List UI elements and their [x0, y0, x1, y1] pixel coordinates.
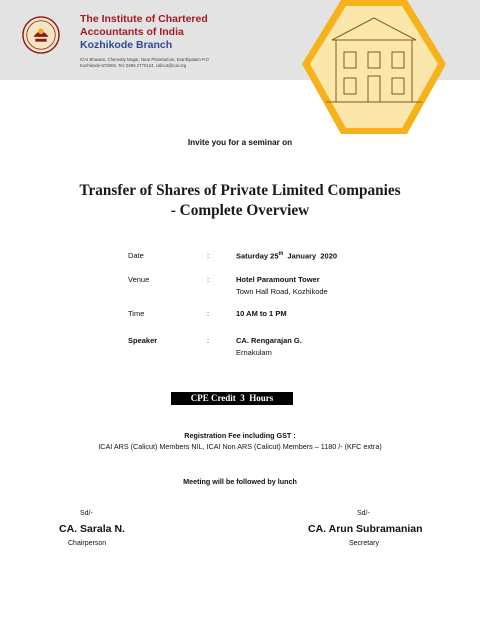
fee-heading: Registration Fee including GST :: [184, 431, 296, 440]
fee-detail: ICAI ARS (Calicut) Members NIL, ICAI Non ARS (Calicut) Members – 1180 /- (KFC extra): [98, 442, 382, 451]
speaker-location: Ernakulam: [236, 348, 272, 357]
building-illustration: [296, 0, 452, 136]
date-label: Date: [128, 251, 144, 260]
right-sd: Sd/-: [357, 510, 370, 517]
venue-value: Hotel Paramount Tower: [236, 275, 320, 284]
seminar-title-line2: - Complete Overview: [170, 202, 310, 219]
secretary-name: CA. Arun Subramanian: [308, 523, 423, 535]
org-name-line1: The Institute of Chartered: [80, 13, 208, 25]
date-day: Saturday 25: [236, 251, 279, 261]
speaker-value: CA. Rengarajan G.: [236, 336, 302, 345]
date-colon: :: [207, 251, 210, 260]
branch-name: Kozhikode Branch: [80, 39, 173, 51]
time-label: Time: [128, 309, 145, 318]
seminar-title-line1: Transfer of Shares of Private Limited Companies: [79, 182, 401, 199]
org-name-line2: Accountants of India: [80, 26, 184, 38]
time-colon: :: [207, 309, 210, 318]
date-value: [236, 251, 337, 261]
venue-address: Town Hall Road, Kozhikode: [236, 287, 328, 296]
invite-text: Invite you for a seminar on: [187, 138, 293, 147]
date-month-year: January 2020: [283, 251, 338, 261]
date-suffix: th: [278, 251, 284, 257]
seminar-title: [0, 181, 480, 221]
left-sd: Sd/-: [80, 510, 93, 517]
venue-colon: :: [207, 275, 210, 284]
icai-emblem-icon: [22, 16, 60, 54]
contact-line: Kozhikode-673006. Tel: 0495 2770124, calicut@icai.org: [80, 63, 187, 68]
address-line: ICAI Bhawan, Chemotty Nagar, Near Planetarium, Eranhipalam P.O: [80, 57, 209, 62]
speaker-colon: :: [207, 336, 210, 345]
lunch-note: Meeting will be followed by lunch: [183, 477, 297, 486]
speaker-label: Speaker: [128, 336, 158, 345]
time-value: 10 AM to 1 PM: [236, 309, 287, 318]
chairperson-name: CA. Sarala N.: [59, 523, 125, 535]
chairperson-role: Chairperson: [68, 540, 107, 547]
secretary-role: Secretary: [349, 540, 379, 547]
venue-label: Venue: [128, 275, 150, 284]
cpe-credit-badge: CPE Credit 3 Hours: [171, 392, 293, 405]
